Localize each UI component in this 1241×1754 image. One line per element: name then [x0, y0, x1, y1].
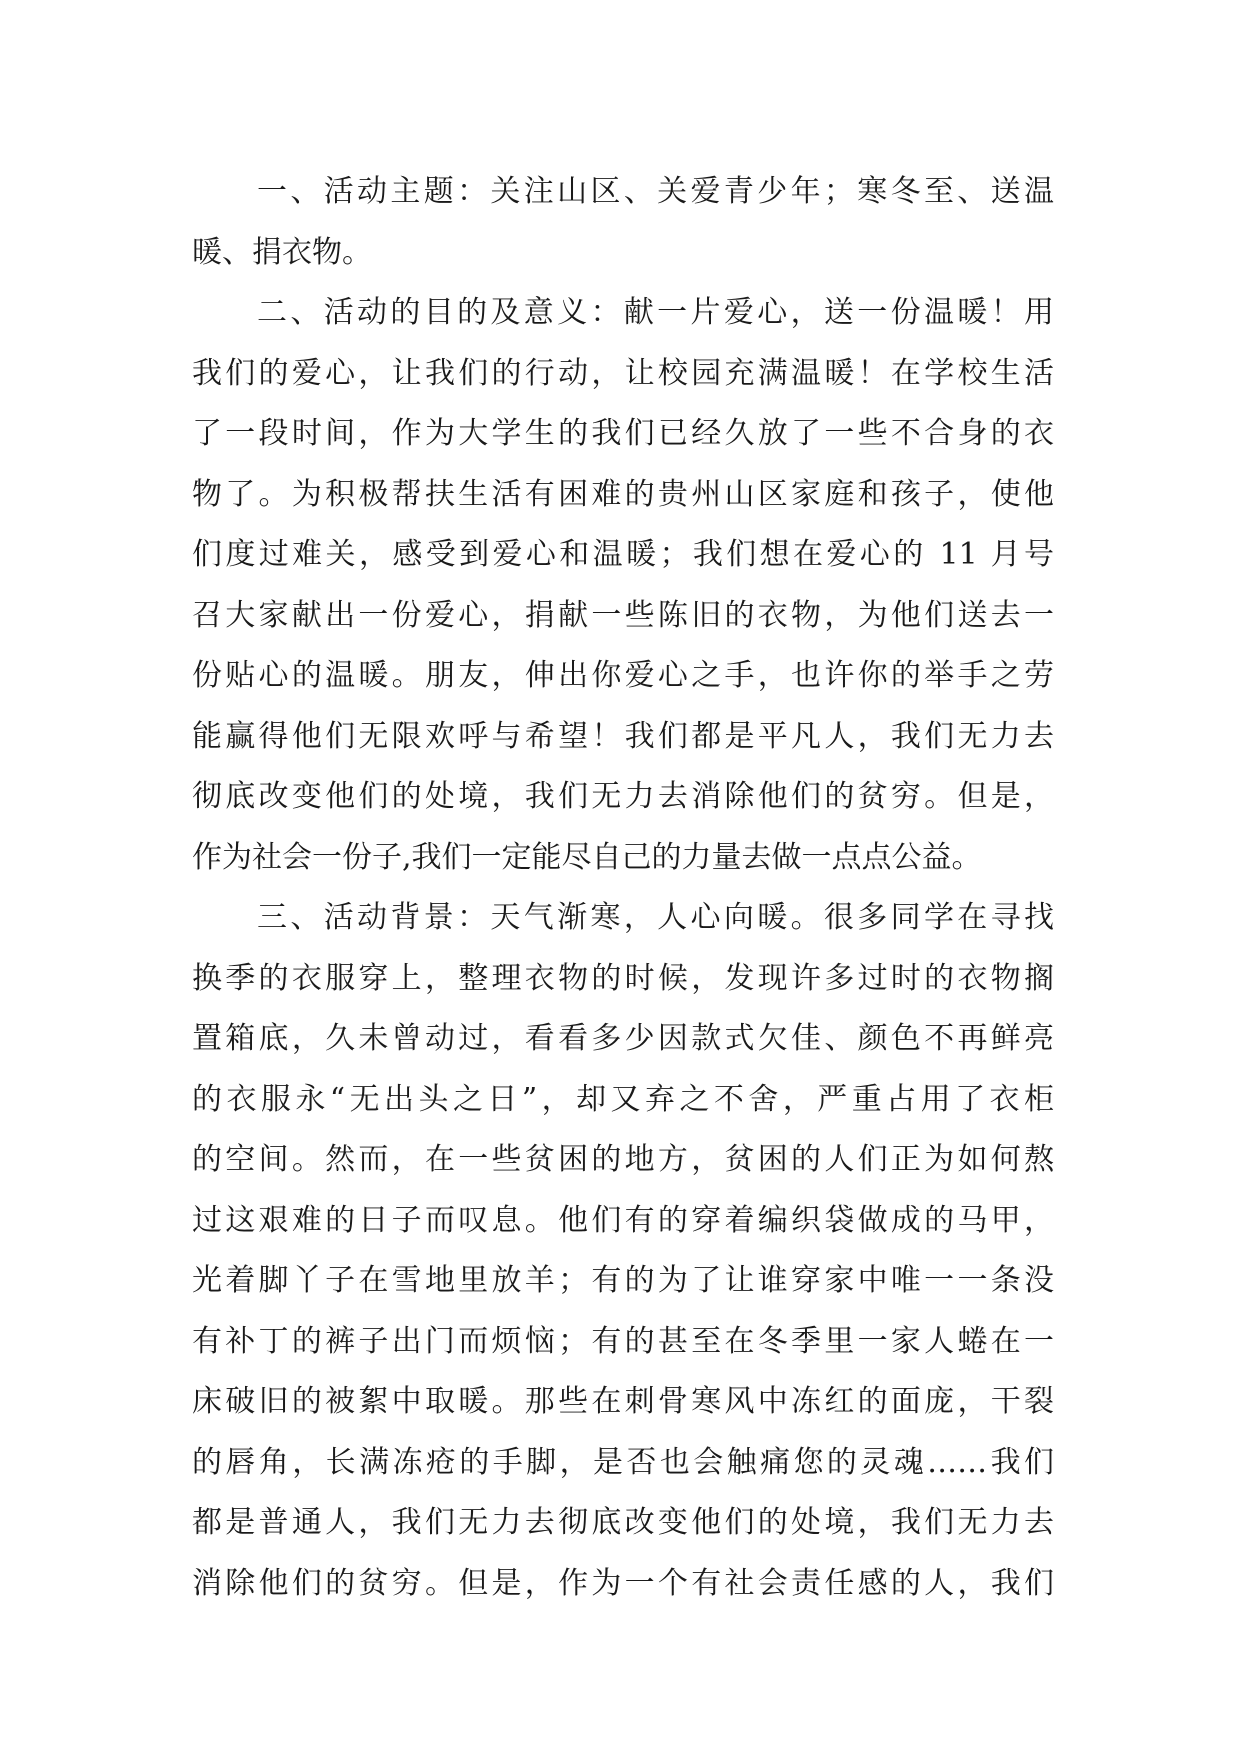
paragraph-1-line-1: 一、活动主题：关注山区、关爱青少年；寒冬至、送温 — [257, 174, 1054, 209]
paragraph-3-line-4: 的衣服永“无出头之日”，却又弃之不舍，严重占用了衣柜 — [192, 1081, 1054, 1117]
paragraph-2-line-9: 彻底改变他们的处境，我们无力去消除他们的贫穷。但是， — [192, 779, 1054, 814]
paragraph-2-line-2: 我们的爱心，让我们的行动，让校园充满温暖！在学校生活 — [192, 355, 1054, 391]
paragraph-3-line-7: 光着脚丫子在雪地里放羊；有的为了让谁穿家中唯一一条没 — [192, 1263, 1054, 1298]
paragraph-2-line-4: 物了。为积极帮扶生活有困难的贵州山区家庭和孩子，使他 — [192, 476, 1054, 512]
paragraph-2-line-7: 份贴心的温暖。朋友，伸出你爱心之手，也许你的举手之劳 — [192, 658, 1054, 693]
paragraph-1-line-2: 暖、捐衣物。 — [192, 234, 372, 270]
paragraph-3-line-1: 三、活动背景：天气渐寒，人心向暖。很多同学在寻找 — [257, 900, 1054, 935]
paragraph-3-line-2: 换季的衣服穿上，整理衣物的时候，发现许多过时的衣物搁 — [192, 960, 1054, 996]
paragraph-3-line-3: 置箱底，久未曾动过，看看多少因款式欠佳、颜色不再鲜亮 — [192, 1021, 1054, 1056]
paragraph-3-line-12: 消除他们的贫穷。但是，作为一个有社会责任感的人，我们 — [192, 1565, 1054, 1601]
paragraph-3-line-6: 过这艰难的日子而叹息。他们有的穿着编织袋做成的马甲， — [192, 1202, 1054, 1238]
paragraph-3-line-5: 的空间。然而，在一些贫困的地方，贫困的人们正为如何熬 — [192, 1142, 1054, 1177]
paragraph-2-line-3: 了一段时间，作为大学生的我们已经久放了一些不合身的衣 — [192, 416, 1054, 451]
paragraph-2-line-8: 能赢得他们无限欢呼与希望！我们都是平凡人，我们无力去 — [192, 718, 1054, 754]
paragraph-2-line-6: 召大家献出一份爱心，捐献一些陈旧的衣物，为他们送去一 — [192, 597, 1054, 633]
paragraph-3-line-9: 床破旧的被絮中取暖。那些在刺骨寒风中冻红的面庞，干裂 — [192, 1384, 1054, 1419]
paragraph-3-line-8: 有补丁的裤子出门而烦恼；有的甚至在冬季里一家人蜷在一 — [192, 1323, 1054, 1359]
paragraph-2-line-1: 二、活动的目的及意义：献一片爱心，送一份温暖！用 — [257, 295, 1054, 330]
paragraph-3-line-11: 都是普通人，我们无力去彻底改变他们的处境，我们无力去 — [192, 1505, 1054, 1540]
paragraph-2-line-10: 作为社会一份子,我们一定能尽自己的力量去做一点点公益。 — [192, 839, 982, 875]
paragraph-2-line-5: 们度过难关，感受到爱心和温暖；我们想在爱心的 11 月号 — [192, 537, 1054, 572]
document-body — [192, 162, 1054, 1614]
paragraph-3-line-10: 的唇角，长满冻疮的手脚，是否也会触痛您的灵魂……我们 — [192, 1444, 1054, 1480]
